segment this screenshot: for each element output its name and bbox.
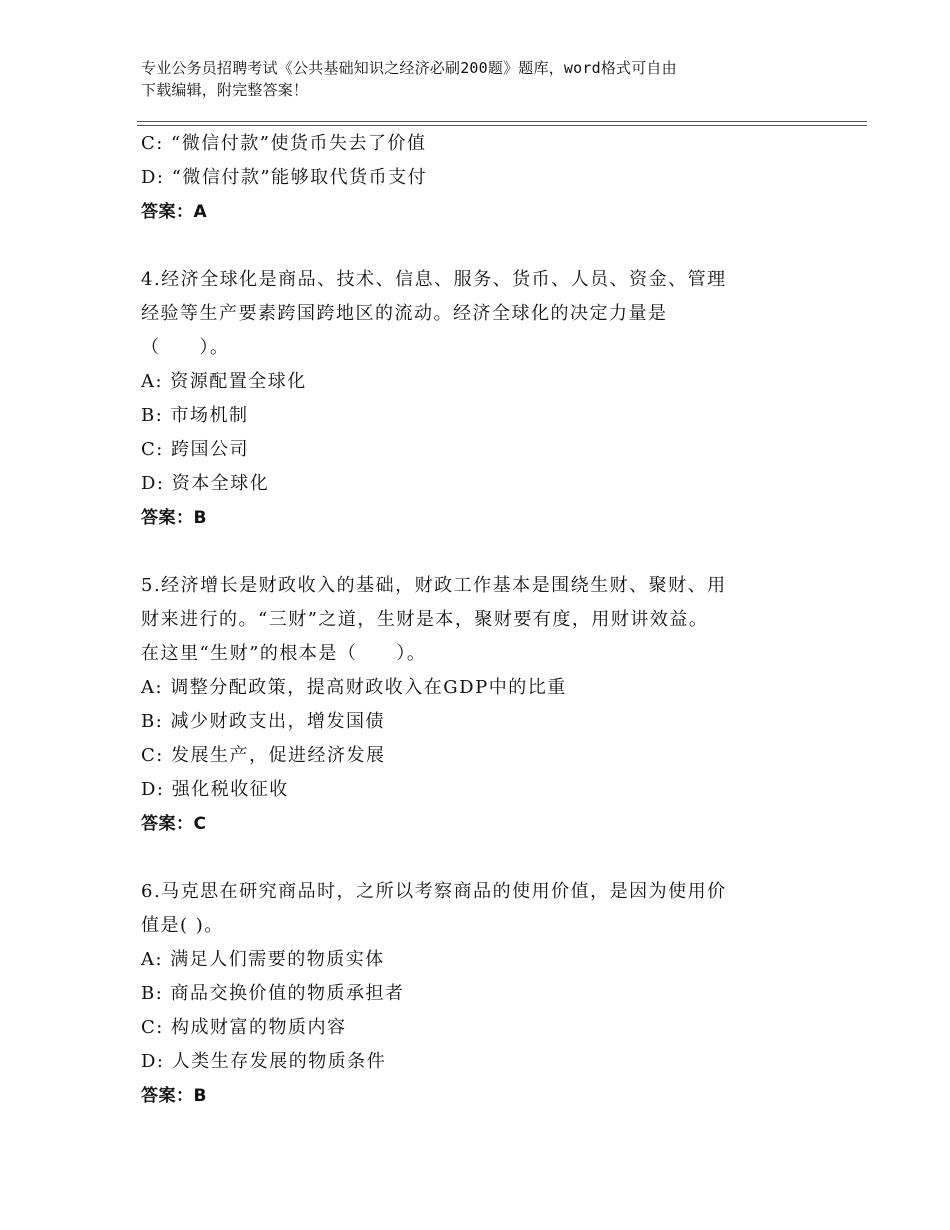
- option-b: B: 市场机制: [141, 405, 249, 426]
- question-3-tail: [141, 127, 821, 229]
- answer-label: 答案：A: [141, 202, 208, 222]
- option-d: D: 强化税收征收: [141, 779, 289, 800]
- answer-label: 答案：B: [141, 508, 207, 528]
- option-c: C: “微信付款”使货币失去了价值: [141, 133, 427, 154]
- option-b: B: 减少财政支出，增发国债: [141, 711, 386, 732]
- header-divider: [137, 121, 867, 126]
- question-5: [141, 569, 821, 841]
- question-stem: （ ）。: [141, 337, 230, 358]
- question-stem: 经验等生产要素跨国跨地区的流动。经济全球化的决定力量是: [141, 303, 668, 324]
- header-line-2: 下载编辑，附完整答案！: [141, 81, 309, 99]
- question-6: [141, 875, 821, 1113]
- spacer: [141, 229, 821, 263]
- header-line-1: 专业公务员招聘考试《公共基础知识之经济必刷200题》题库，word格式可自由: [141, 59, 677, 77]
- answer-label: 答案：B: [141, 1086, 207, 1106]
- question-stem: 5.经济增长是财政收入的基础，财政工作基本是围绕生财、聚财、用: [141, 575, 727, 596]
- answer-label: 答案：C: [141, 814, 207, 834]
- page-header: [141, 57, 801, 101]
- question-stem: 值是( )。: [141, 915, 224, 936]
- option-a: A: 满足人们需要的物质实体: [141, 949, 385, 970]
- question-stem: 4.经济全球化是商品、技术、信息、服务、货币、人员、资金、管理: [141, 269, 727, 290]
- option-c: C: 构成财富的物质内容: [141, 1017, 347, 1038]
- option-d: D: “微信付款”能够取代货币支付: [141, 167, 428, 188]
- option-d: D: 资本全球化: [141, 473, 270, 494]
- option-a: A: 调整分配政策，提高财政收入在GDP中的比重: [141, 677, 567, 698]
- option-a: A: 资源配置全球化: [141, 371, 307, 392]
- question-stem: 6.马克思在研究商品时，之所以考察商品的使用价值，是因为使用价: [141, 881, 727, 902]
- question-stem: 财来进行的。“三财”之道，生财是本，聚财要有度，用财讲效益。: [141, 609, 709, 630]
- question-stem: 在这里“生财”的根本是（ ）。: [141, 643, 427, 664]
- spacer: [141, 535, 821, 569]
- spacer: [141, 841, 821, 875]
- option-d: D: 人类生存发展的物质条件: [141, 1051, 387, 1072]
- option-c: C: 跨国公司: [141, 439, 250, 460]
- option-c: C: 发展生产，促进经济发展: [141, 745, 386, 766]
- option-b: B: 商品交换价值的物质承担者: [141, 983, 405, 1004]
- question-4: [141, 263, 821, 535]
- question-list: [141, 127, 821, 1113]
